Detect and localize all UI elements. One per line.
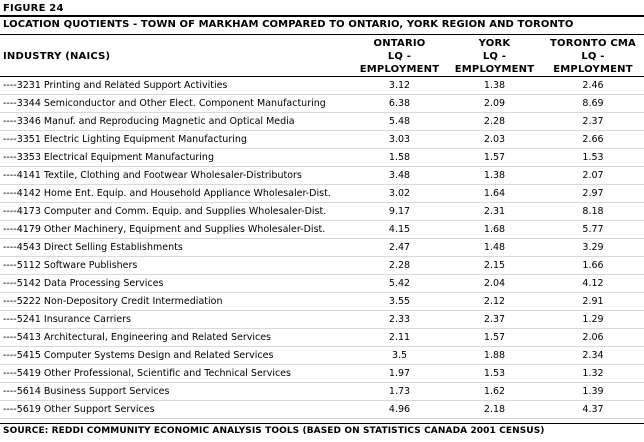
toronto-lq-cell: 4.37 — [542, 401, 644, 419]
column-subheader-toronto: LQ - — [581, 51, 605, 62]
york-lq-cell: 2.09 — [447, 95, 542, 113]
toronto-lq-cell: 2.34 — [542, 347, 644, 365]
industry-cell: ----5112 Software Publishers — [0, 257, 352, 275]
york-lq-cell: 1.68 — [447, 221, 542, 239]
ontario-lq-cell: 5.42 — [352, 275, 447, 293]
column-header-toronto: TORONTO CMA — [550, 38, 636, 49]
table-row — [0, 221, 644, 239]
table-row — [0, 239, 644, 257]
ontario-lq-cell: 1.97 — [352, 365, 447, 383]
table-row — [0, 131, 644, 149]
table-row — [0, 185, 644, 203]
table-row — [0, 77, 644, 95]
source-note: SOURCE: REDDI COMMUNITY ECONOMIC ANALYSIS TOOLS (BASED ON STATISTICS CANADA 2001 CENSUS) — [3, 426, 545, 436]
table-header — [0, 37, 644, 77]
industry-cell: ----5142 Data Processing Services — [0, 275, 352, 293]
toronto-lq-cell: 5.77 — [542, 221, 644, 239]
figure-title: LOCATION QUOTIENTS - TOWN OF MARKHAM COMPARED TO ONTARIO, YORK REGION AND TORONTO — [3, 19, 574, 30]
york-lq-cell: 2.18 — [447, 401, 542, 419]
industry-cell: ----5241 Insurance Carriers — [0, 311, 352, 329]
industry-header: INDUSTRY (NAICS) — [3, 51, 111, 62]
industry-cell: ----3344 Semiconductor and Other Elect. Component Manufacturing — [0, 95, 352, 113]
column-header-york: YORK — [447, 37, 542, 50]
column-header-ontario: ONTARIO — [352, 37, 447, 50]
york-lq-cell: 1.53 — [447, 365, 542, 383]
industry-cell: ----5415 Computer Systems Design and Related Services — [0, 347, 352, 365]
column-metric-york: EMPLOYMENT — [447, 63, 542, 77]
ontario-lq-cell: 3.12 — [352, 77, 447, 95]
ontario-lq-cell: 1.58 — [352, 149, 447, 167]
toronto-lq-cell: 1.53 — [542, 149, 644, 167]
column-subheader-york: LQ - — [447, 50, 542, 63]
industry-cell: ----3346 Manuf. and Reproducing Magnetic and Optical Media — [0, 113, 352, 131]
toronto-lq-cell: 4.12 — [542, 275, 644, 293]
ontario-lq-cell: 3.03 — [352, 131, 447, 149]
ontario-lq-cell: 3.5 — [352, 347, 447, 365]
toronto-lq-cell: 1.39 — [542, 383, 644, 401]
industry-cell: ----5222 Non-Depository Credit Intermediation — [0, 293, 352, 311]
location-quotient-table — [0, 37, 644, 419]
york-lq-cell: 2.28 — [447, 113, 542, 131]
york-lq-cell: 1.57 — [447, 329, 542, 347]
industry-cell: ----4179 Other Machinery, Equipment and Supplies Wholesaler-Dist. — [0, 221, 352, 239]
industry-cell: ----4142 Home Ent. Equip. and Household Appliance Wholesaler-Dist. — [0, 185, 352, 203]
table-body — [0, 77, 644, 419]
industry-cell: ----5619 Other Support Services — [0, 401, 352, 419]
industry-cell: ----4141 Textile, Clothing and Footwear Wholesaler-Distributors — [0, 167, 352, 185]
york-lq-cell: 1.57 — [447, 149, 542, 167]
industry-cell: ----5413 Architectural, Engineering and Related Services — [0, 329, 352, 347]
title-rule — [0, 34, 644, 35]
york-lq-cell: 1.38 — [447, 167, 542, 185]
ontario-lq-cell: 3.55 — [352, 293, 447, 311]
column-metric-ontario: EMPLOYMENT — [352, 63, 447, 77]
toronto-lq-cell: 2.66 — [542, 131, 644, 149]
toronto-lq-cell: 2.37 — [542, 113, 644, 131]
york-lq-cell: 2.12 — [447, 293, 542, 311]
table-row — [0, 149, 644, 167]
ontario-lq-cell: 9.17 — [352, 203, 447, 221]
york-lq-cell: 2.04 — [447, 275, 542, 293]
figure-label: FIGURE 24 — [3, 3, 64, 14]
table-row — [0, 257, 644, 275]
table-row — [0, 167, 644, 185]
york-lq-cell: 2.03 — [447, 131, 542, 149]
toronto-lq-cell: 2.07 — [542, 167, 644, 185]
ontario-lq-cell: 2.11 — [352, 329, 447, 347]
toronto-lq-cell: 2.97 — [542, 185, 644, 203]
table-row — [0, 293, 644, 311]
table-row — [0, 203, 644, 221]
industry-cell: ----3353 Electrical Equipment Manufacturing — [0, 149, 352, 167]
table-row — [0, 275, 644, 293]
york-lq-cell: 1.38 — [447, 77, 542, 95]
ontario-lq-cell: 2.47 — [352, 239, 447, 257]
toronto-lq-cell: 1.29 — [542, 311, 644, 329]
table-row — [0, 113, 644, 131]
ontario-lq-cell: 5.48 — [352, 113, 447, 131]
ontario-lq-cell: 3.48 — [352, 167, 447, 185]
toronto-lq-cell: 2.06 — [542, 329, 644, 347]
industry-cell: ----5614 Business Support Services — [0, 383, 352, 401]
table-row — [0, 329, 644, 347]
ontario-lq-cell: 2.33 — [352, 311, 447, 329]
york-lq-cell: 1.48 — [447, 239, 542, 257]
bottom-rule — [0, 423, 644, 424]
ontario-lq-cell: 4.15 — [352, 221, 447, 239]
toronto-lq-cell: 2.91 — [542, 293, 644, 311]
industry-cell: ----3351 Electric Lighting Equipment Manufacturing — [0, 131, 352, 149]
industry-cell: ----4173 Computer and Comm. Equip. and Supplies Wholesaler-Dist. — [0, 203, 352, 221]
column-metric-toronto: EMPLOYMENT — [542, 63, 644, 77]
york-lq-cell: 2.15 — [447, 257, 542, 275]
ontario-lq-cell: 1.73 — [352, 383, 447, 401]
york-lq-cell: 2.31 — [447, 203, 542, 221]
table-row — [0, 401, 644, 419]
toronto-lq-cell: 3.29 — [542, 239, 644, 257]
industry-cell: ----5419 Other Professional, Scientific and Technical Services — [0, 365, 352, 383]
table-row — [0, 95, 644, 113]
ontario-lq-cell: 2.28 — [352, 257, 447, 275]
top-rule — [0, 15, 644, 17]
york-lq-cell: 1.62 — [447, 383, 542, 401]
toronto-lq-cell: 2.46 — [542, 77, 644, 95]
york-lq-cell: 1.64 — [447, 185, 542, 203]
ontario-lq-cell: 3.02 — [352, 185, 447, 203]
toronto-lq-cell: 8.69 — [542, 95, 644, 113]
industry-cell: ----4543 Direct Selling Establishments — [0, 239, 352, 257]
toronto-lq-cell: 1.32 — [542, 365, 644, 383]
york-lq-cell: 1.88 — [447, 347, 542, 365]
ontario-lq-cell: 6.38 — [352, 95, 447, 113]
column-subheader-ontario: LQ - — [352, 50, 447, 63]
toronto-lq-cell: 8.18 — [542, 203, 644, 221]
york-lq-cell: 2.37 — [447, 311, 542, 329]
table-row — [0, 365, 644, 383]
table-row — [0, 311, 644, 329]
toronto-lq-cell: 1.66 — [542, 257, 644, 275]
table-row — [0, 347, 644, 365]
table-row — [0, 383, 644, 401]
industry-cell: ----3231 Printing and Related Support Activities — [0, 77, 352, 95]
ontario-lq-cell: 4.96 — [352, 401, 447, 419]
